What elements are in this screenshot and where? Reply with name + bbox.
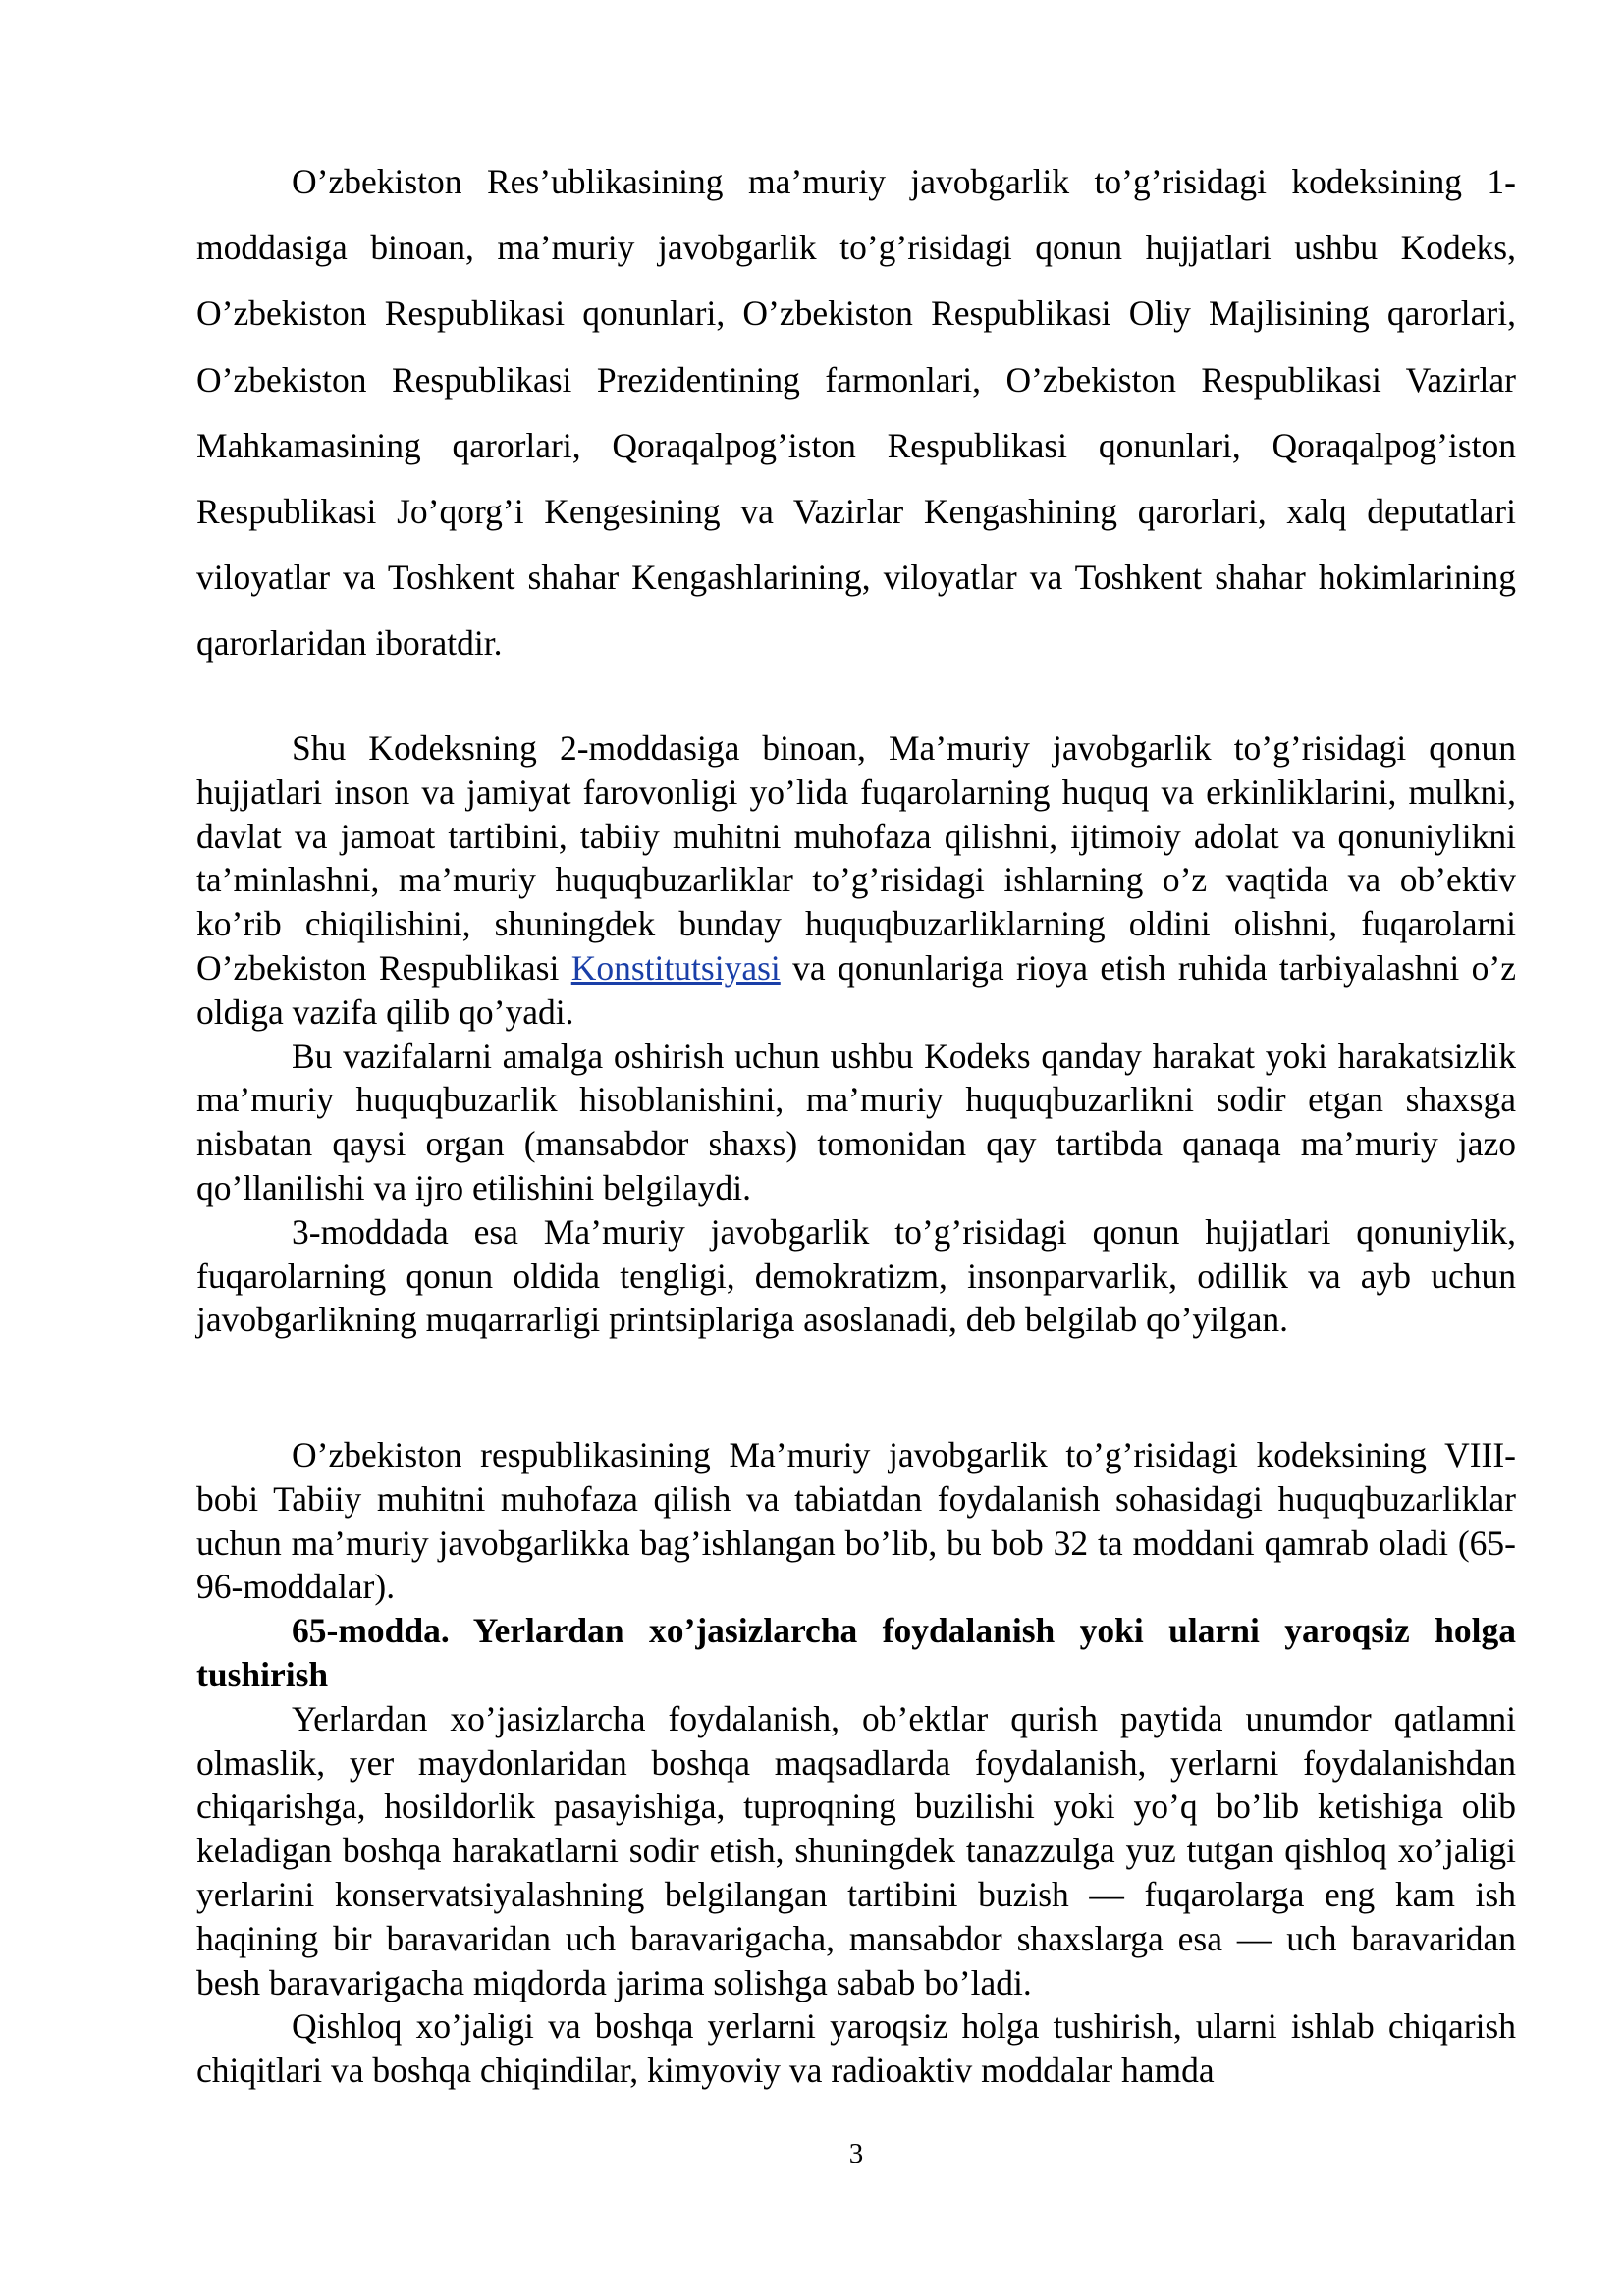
paragraph-chapter-8: O’zbekiston respublikasining Ma’muriy javobgarlik to’g’risidagi kodeksining VIII-bobi Tabiiy muhitni muhofaza qilish va tabiatdan foydalanish sohasidagi huquqbuzarliklar uchun ma’muriy javobgarlikka bag’ishlangan bo’lib, bu bob 32 ta moddani qamrab oladi (65-96-moddalar). — [196, 1435, 1516, 1607]
paragraph-article-3: 3-moddada esa Ma’muriy javobgarlik to’g’risidagi qonun hujjatlari qonuniylik, fuqarolarning qonun oldida tengligi, demokratizm, insonparvarlik, odillik va ayb uchun javobgarlikning muqarrarligi printsiplariga asoslanadi, deb belgilab qo’yilgan. — [196, 1211, 1516, 1340]
section-intro — [196, 149, 1516, 677]
section-articles-2-3 — [196, 726, 1516, 1342]
paragraph-article-1: O’zbekiston Res’ublikasining ma’muriy javobgarlik to’g’risidagi kodeksining 1-moddasiga binoan, ma’muriy javobgarlik to’g’risidagi qonun hujjatlari ushbu Kodeks, O’zbekiston Respublikasi qonunlari, O’zbekiston Respublikasi Oliy Majlisining qarorlari, O’zbekiston Respublikasi Prezidentining farmonlari, O’zbekiston Respublikasi Vazirlar Mahkamasining qarorlari, Qoraqalpog’iston Respublikasi qonunlari, Qoraqalpog’iston Respublikasi Jo’qorg’i Kengesining va Vazirlar Kengashining qarorlari, xalq deputatlari viloyatlar va Toshkent shahar Kengashlarining, viloyatlar va Toshkent shahar hokimlarining qarorlaridan iboratdir. — [196, 162, 1516, 664]
paragraph-tasks: Bu vazifalarni amalga oshirish uchun ushbu Kodeks qanday harakat yoki harakatsizlik ma’muriy huquqbuzarlik hisoblanishini, ma’muriy huquqbuzarlikni sodir etgan shaxsga nisbatan qaysi organ (mansabdor shaxs) tomonidan qay tartibda qanaqa ma’muriy jazo qo’llanilishi va ijro etilishini belgilaydi. — [196, 1036, 1516, 1207]
page-number: 3 — [848, 2138, 864, 2169]
paragraph-article-65: Yerlardan xo’jasizlarcha foydalanish, ob’ektlar qurish paytida unumdor qatlamni olmaslik, yer maydonlaridan boshqa maqsadlarda foydalanish, yerlarni foydalanishdan chiqarishga, hosildorlik pasayishiga, tuproqning buzilishi yoki yo’q bo’lib ketishiga olib keladigan boshqa harakatlarni sodir etish, shuningdek tanazzulga yuz tutgan qishloq xo’jaligi yerlarini konservatsiyalashning belgilangan tartibini buzish — fuqarolarga eng kam ish haqining bir baravaridan uch baravarigacha, mansabdor shaxslarga esa — uch baravaridan besh baravarigacha miqdorda jarima solishga sabab bo’ladi. — [196, 1698, 1516, 2002]
section-chapter-8 — [196, 1433, 1516, 2093]
paragraph-text: Shu Kodeksning 2-moddasiga binoan, Ma’muriy javobgarlik to’g’risidagi qonun hujjatlari inson va jamiyat farovonligi yo’lida fuqarolarning huquq va erkinliklarini, mulkni, davlat va jamoat tartibini, tabiiy muhitni muhofaza qilishni, ijtimoiy adolat va qonuniylikni ta’minlashni, ma’muriy huquqbuzarliklar to’g’risidagi ishlarning o’z vaqtida va ob’ektiv ko’rib chiqilishini, shuningdek bunday huquqbuzarliklarning oldini olishni, fuqarolarni O’zbekiston Respublikasi — [196, 728, 1516, 988]
article-65-heading: 65-modda. Yerlardan xo’jasizlarcha foydalanish yoki ularni yaroqsiz holga tushirish — [196, 1611, 1516, 1694]
paragraph-article-2 — [196, 726, 1516, 1035]
paragraph-text: va qonunlariga rioya etish ruhida tarbiyalashni o’z oldiga vazifa qilib qo’yadi. — [196, 947, 1516, 1032]
constitution-link[interactable]: Konstitutsiyasi — [570, 947, 781, 988]
paragraph-article-65-part-2: Qishloq xo’jaligi va boshqa yerlarni yaroqsiz holga tushirish, ularni ishlab chiqarish chiqitlari va boshqa chiqindilar, kimyoviy va radioaktiv moddalar hamda — [196, 2006, 1516, 2091]
document-page — [196, 0, 1516, 2296]
